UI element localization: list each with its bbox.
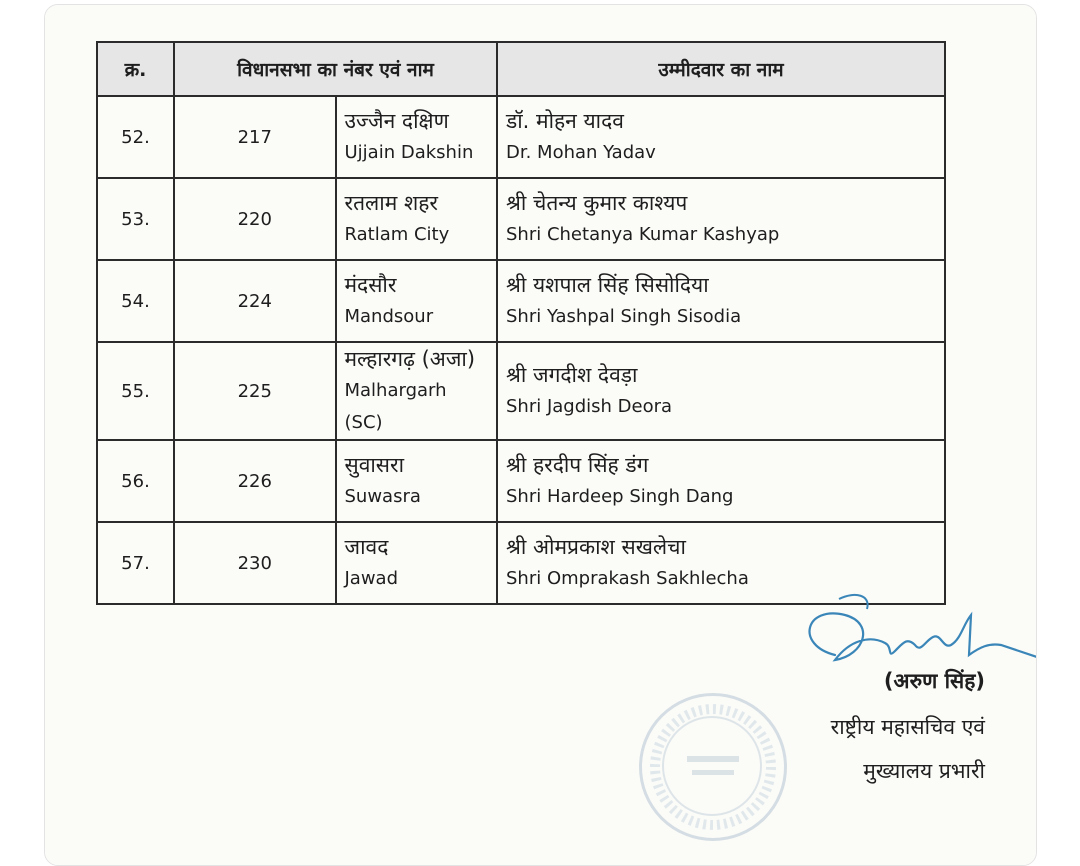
signatory-title-line2: मुख्यालय प्रभारी bbox=[863, 759, 985, 783]
constituency-name-english: Suwasra bbox=[344, 486, 421, 507]
table-row bbox=[97, 440, 945, 522]
constituency-name-hindi: मंदसौर bbox=[344, 273, 397, 297]
candidate-name-hindi: डॉ. मोहन यादव bbox=[506, 109, 624, 133]
document-page bbox=[45, 5, 1036, 865]
candidate-name-english: Shri Jagdish Deora bbox=[506, 396, 673, 417]
row-constituency bbox=[336, 178, 498, 260]
row-candidate bbox=[497, 178, 945, 260]
constituency-name-english: Malhargarh (SC) bbox=[344, 380, 447, 433]
row-constituency bbox=[336, 342, 498, 440]
row-constituency bbox=[336, 96, 498, 178]
row-candidate bbox=[497, 440, 945, 522]
constituency-name-hindi: सुवासरा bbox=[344, 453, 405, 477]
row-constituency-number: 230 bbox=[174, 522, 336, 604]
row-candidate bbox=[497, 342, 945, 440]
candidate-name-english: Shri Yashpal Singh Sisodia bbox=[506, 306, 742, 327]
constituency-name-english: Jawad bbox=[344, 568, 399, 589]
row-serial: 52. bbox=[97, 96, 174, 178]
row-serial: 54. bbox=[97, 260, 174, 342]
header-serial: क्र. bbox=[97, 42, 174, 96]
row-serial: 56. bbox=[97, 440, 174, 522]
table-row bbox=[97, 96, 945, 178]
header-candidate: उम्मीदवार का नाम bbox=[497, 42, 945, 96]
row-constituency-number: 224 bbox=[174, 260, 336, 342]
post-image-card bbox=[44, 4, 1037, 866]
candidate-name-english: Shri Chetanya Kumar Kashyap bbox=[506, 224, 780, 245]
constituency-name-english: Mandsour bbox=[344, 306, 434, 327]
candidate-name-english: Shri Omprakash Sakhlecha bbox=[506, 568, 749, 589]
row-serial: 55. bbox=[97, 342, 174, 440]
row-constituency-number: 226 bbox=[174, 440, 336, 522]
office-seal bbox=[639, 693, 787, 841]
office-seal-graphic bbox=[642, 696, 784, 838]
table-body bbox=[97, 96, 945, 604]
table-header-row bbox=[97, 42, 945, 96]
candidate-name-english: Shri Hardeep Singh Dang bbox=[506, 486, 734, 507]
row-constituency bbox=[336, 260, 498, 342]
constituency-name-hindi: जावद bbox=[344, 535, 389, 559]
constituency-name-english: Ujjain Dakshin bbox=[344, 142, 474, 163]
candidate-name-hindi: श्री ओमप्रकाश सखलेचा bbox=[506, 535, 686, 559]
signatory-title-line1: राष्ट्रीय महासचिव एवं bbox=[830, 715, 985, 739]
row-constituency bbox=[336, 440, 498, 522]
constituency-name-hindi: मल्हारगढ़ (अजा) bbox=[344, 347, 476, 371]
constituency-name-hindi: रतलाम शहर bbox=[344, 191, 438, 215]
row-candidate bbox=[497, 260, 945, 342]
header-constituency: विधानसभा का नंबर एवं नाम bbox=[174, 42, 497, 96]
row-constituency-number: 225 bbox=[174, 342, 336, 440]
table-row bbox=[97, 342, 945, 440]
row-candidate bbox=[497, 96, 945, 178]
row-serial: 57. bbox=[97, 522, 174, 604]
table-row bbox=[97, 260, 945, 342]
candidate-name-hindi: श्री यशपाल सिंह सिसोदिया bbox=[506, 273, 709, 297]
candidate-name-hindi: श्री हरदीप सिंह डंग bbox=[506, 453, 649, 477]
constituency-name-english: Ratlam City bbox=[344, 224, 450, 245]
constituency-name-hindi: उज्जैन दक्षिण bbox=[344, 109, 449, 133]
row-serial: 53. bbox=[97, 178, 174, 260]
candidate-name-hindi: श्री चेतन्य कुमार काश्यप bbox=[506, 191, 688, 215]
signatory-name: (अरुण सिंह) bbox=[883, 669, 985, 693]
signature-block bbox=[625, 585, 1037, 855]
row-constituency-number: 220 bbox=[174, 178, 336, 260]
candidate-name-hindi: श्री जगदीश देवड़ा bbox=[506, 363, 638, 387]
row-constituency bbox=[336, 522, 498, 604]
candidate-name-english: Dr. Mohan Yadav bbox=[506, 142, 656, 163]
table-row bbox=[97, 178, 945, 260]
candidate-table bbox=[96, 41, 946, 605]
row-constituency-number: 217 bbox=[174, 96, 336, 178]
